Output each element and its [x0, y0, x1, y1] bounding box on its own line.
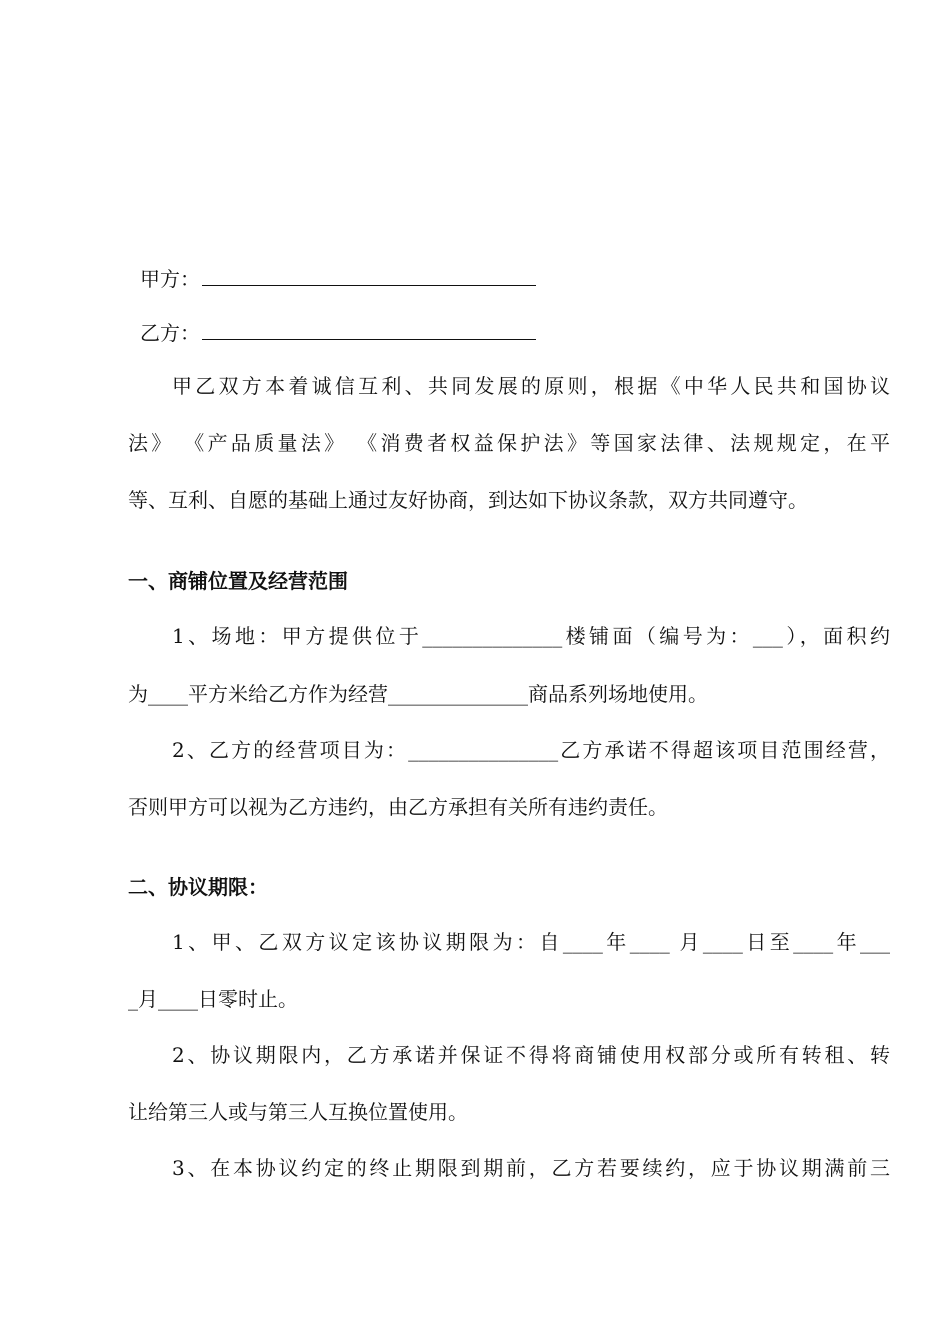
preamble-line-3: 等、互利、自愿的基础上通过友好协商，到达如下协议条款，双方共同遵守。 [128, 488, 808, 512]
section-2-heading: 二、协议期限： [128, 875, 268, 899]
section-1-line-3: 2、乙方的经营项目为：_______________乙方承诺不得超该项目范围经营， [172, 738, 890, 762]
party-a-blank [202, 265, 536, 286]
preamble-line-2: 法》 《产品质量法》 《消费者权益保护法》等国家法律、法规规定，在平 [128, 431, 890, 455]
preamble-line-1: 甲乙双方本着诚信互利、共同发展的原则，根据《中华人民共和国协议 [172, 374, 890, 398]
section-1-line-4: 否则甲方可以视为乙方违约，由乙方承担有关所有违约责任。 [128, 795, 668, 819]
section-2-line-4: 让给第三人或与第三人互换位置使用。 [128, 1100, 468, 1124]
party-b-label: 乙方： [140, 321, 200, 345]
section-2-line-3: 2、协议期限内，乙方承诺并保证不得将商铺使用权部分或所有转租、转 [172, 1043, 890, 1067]
section-1-line-2: 为____平方米给乙方作为经营______________商品系列场地使用。 [128, 682, 708, 706]
party-a-line [140, 265, 536, 292]
party-b-blank [202, 319, 536, 340]
section-1-heading: 一、商铺位置及经营范围 [128, 569, 348, 593]
section-2-line-2: _月____日零时止。 [128, 987, 298, 1011]
party-a-label: 甲方： [140, 267, 200, 291]
party-b-line [140, 319, 536, 346]
section-1-line-1: 1、场地：甲方提供位于______________楼铺面（编号为：___），面积约 [172, 624, 890, 648]
section-2-line-5: 3、在本协议约定的终止期限到期前，乙方若要续约，应于协议期满前三 [172, 1156, 890, 1180]
section-2-line-1: 1、甲、乙双方议定该协议期限为：自____年____ 月____日至____年___ [172, 930, 890, 954]
